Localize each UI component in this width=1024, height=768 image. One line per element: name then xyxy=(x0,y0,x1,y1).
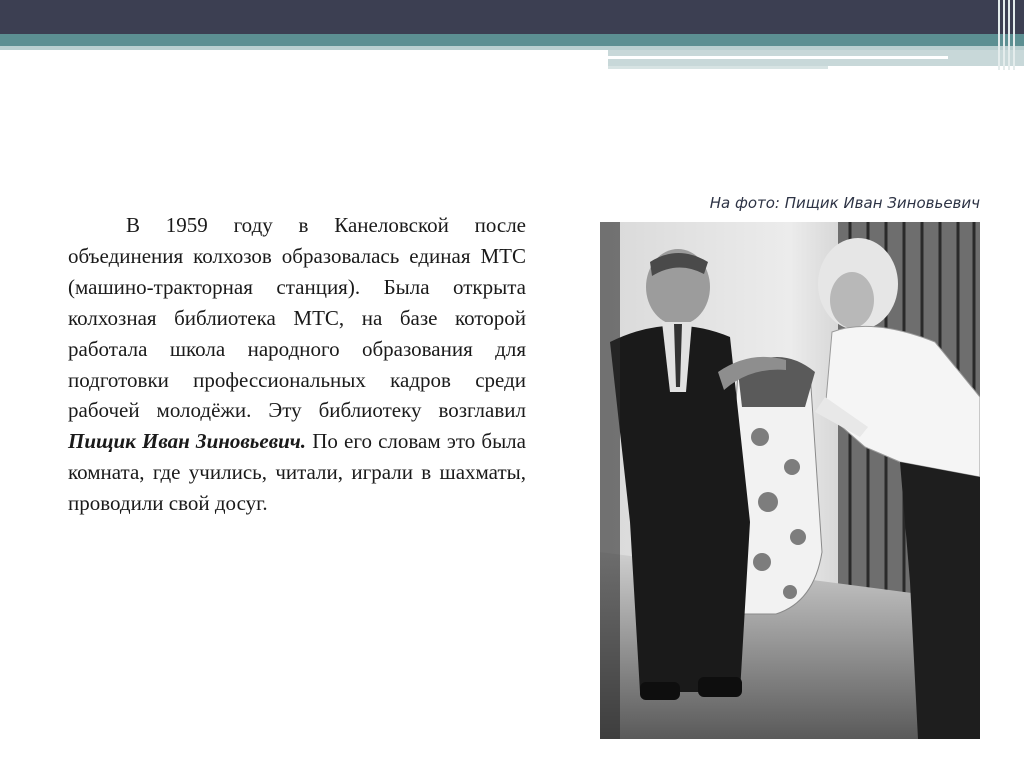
header-strip-line xyxy=(608,66,828,69)
header-band-teal xyxy=(0,34,1024,46)
paragraph-text-after: По его словам это была комната, где учились, читали, играли в шахматы, проводили свой досуг. xyxy=(68,429,526,516)
header-strip-line xyxy=(608,56,948,59)
photo xyxy=(600,222,980,739)
photo-caption: На фото: Пищик Иван Зиновьевич xyxy=(709,194,980,212)
corner-decoration xyxy=(996,0,1018,70)
body-paragraph xyxy=(68,210,526,519)
header-band-dark xyxy=(0,0,1024,34)
person-name: Пищик Иван Зиновьевич. xyxy=(68,429,307,454)
paragraph-text-before: В 1959 году в Канеловской после объединения колхозов образовалась единая МТС (машино-тракторная станция). Была открыта колхозная библиотека МТС, на базе которой работала школа народного образования для подготовки профессиональных кадров среди рабочей молодёжи. Эту библиотеку возглавил xyxy=(68,213,526,423)
